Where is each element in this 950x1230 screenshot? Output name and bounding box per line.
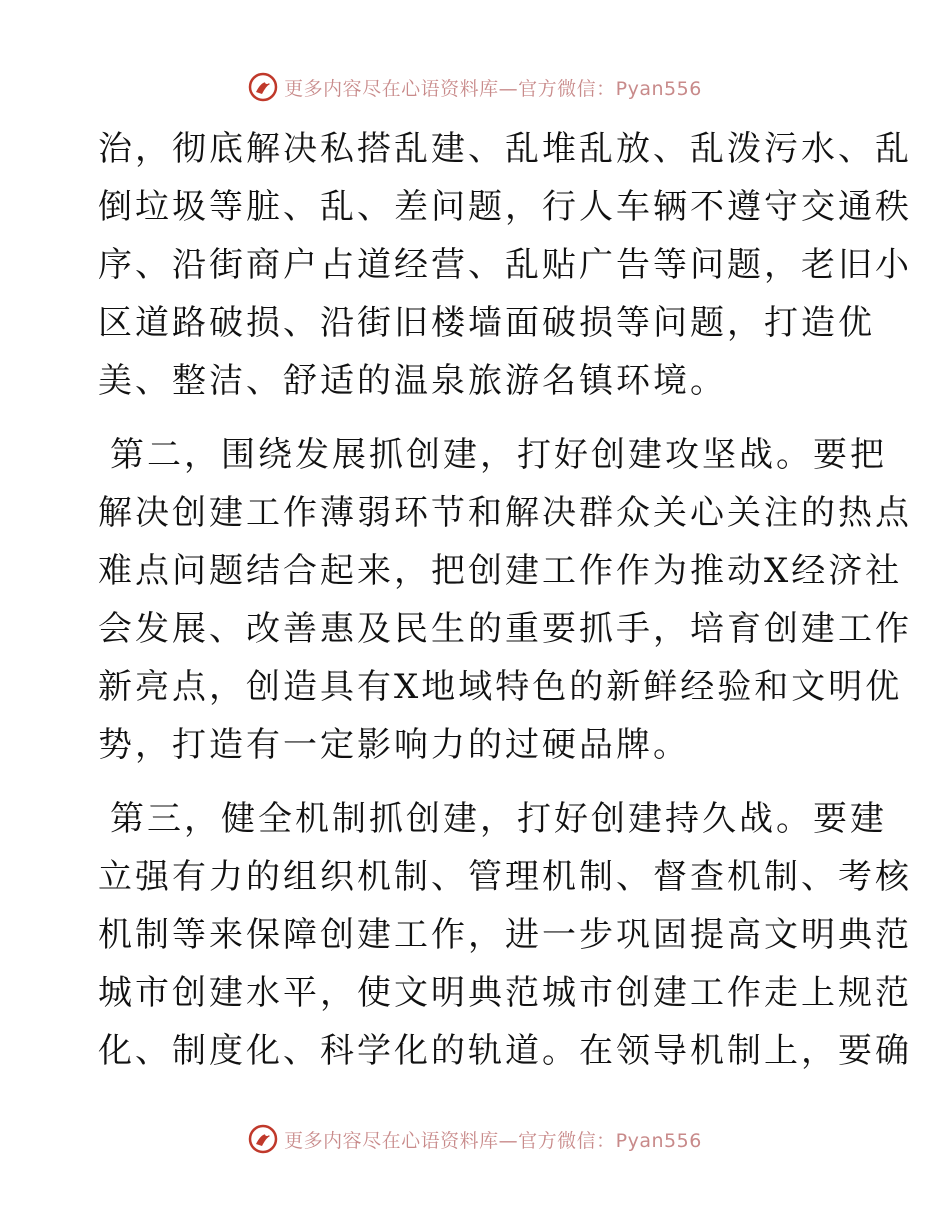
footer-watermark — [0, 1124, 950, 1154]
text-line: 化、制度化、科学化的轨道。在领导机制上，要确 — [98, 1031, 912, 1071]
text-line: 城市创建水平，使文明典范城市创建工作走上规范 — [98, 973, 912, 1013]
watermark-text: 更多内容尽在心语资料库—官方微信：Pyan556 — [284, 77, 702, 100]
logo-icon — [248, 1124, 278, 1154]
text-line: 第三，健全机制抓创建，打好创建持久战。要建 — [110, 799, 887, 839]
paragraph-3 — [98, 790, 912, 1080]
text-line: 立强有力的组织机制、管理机制、督查机制、考核 — [98, 857, 912, 897]
text-line: 治，彻底解决私搭乱建、乱堆乱放、乱泼污水、乱 — [98, 129, 912, 169]
text-line: 倒垃圾等脏、乱、差问题，行人车辆不遵守交通秩 — [98, 187, 912, 227]
text-line: 会发展、改善惠及民生的重要抓手，培育创建工作 — [98, 609, 912, 649]
text-line: 解决创建工作薄弱环节和解决群众关心关注的热点 — [98, 493, 912, 533]
watermark-text: 更多内容尽在心语资料库—官方微信：Pyan556 — [284, 1129, 702, 1152]
paragraph-1 — [98, 120, 912, 410]
text-line: 区道路破损、沿街旧楼墙面破损等问题，打造优 — [98, 303, 875, 343]
text-line: 序、沿街商户占道经营、乱贴广告等问题，老旧小 — [98, 245, 912, 285]
text-line: 新亮点，创造具有X地域特色的新鲜经验和文明优 — [98, 667, 903, 707]
text-line: 难点问题结合起来，把创建工作作为推动X经济社 — [98, 551, 903, 591]
header-watermark — [0, 72, 950, 102]
text-line: 机制等来保障创建工作，进一步巩固提高文明典范 — [98, 915, 912, 955]
paragraph-2 — [98, 426, 912, 774]
text-line: 势，打造有一定影响力的过硬品牌。 — [98, 725, 690, 765]
logo-icon — [248, 72, 278, 102]
document-body — [98, 120, 912, 1080]
text-line: 美、整洁、舒适的温泉旅游名镇环境。 — [98, 361, 727, 401]
text-line: 第二，围绕发展抓创建，打好创建攻坚战。要把 — [110, 435, 887, 475]
